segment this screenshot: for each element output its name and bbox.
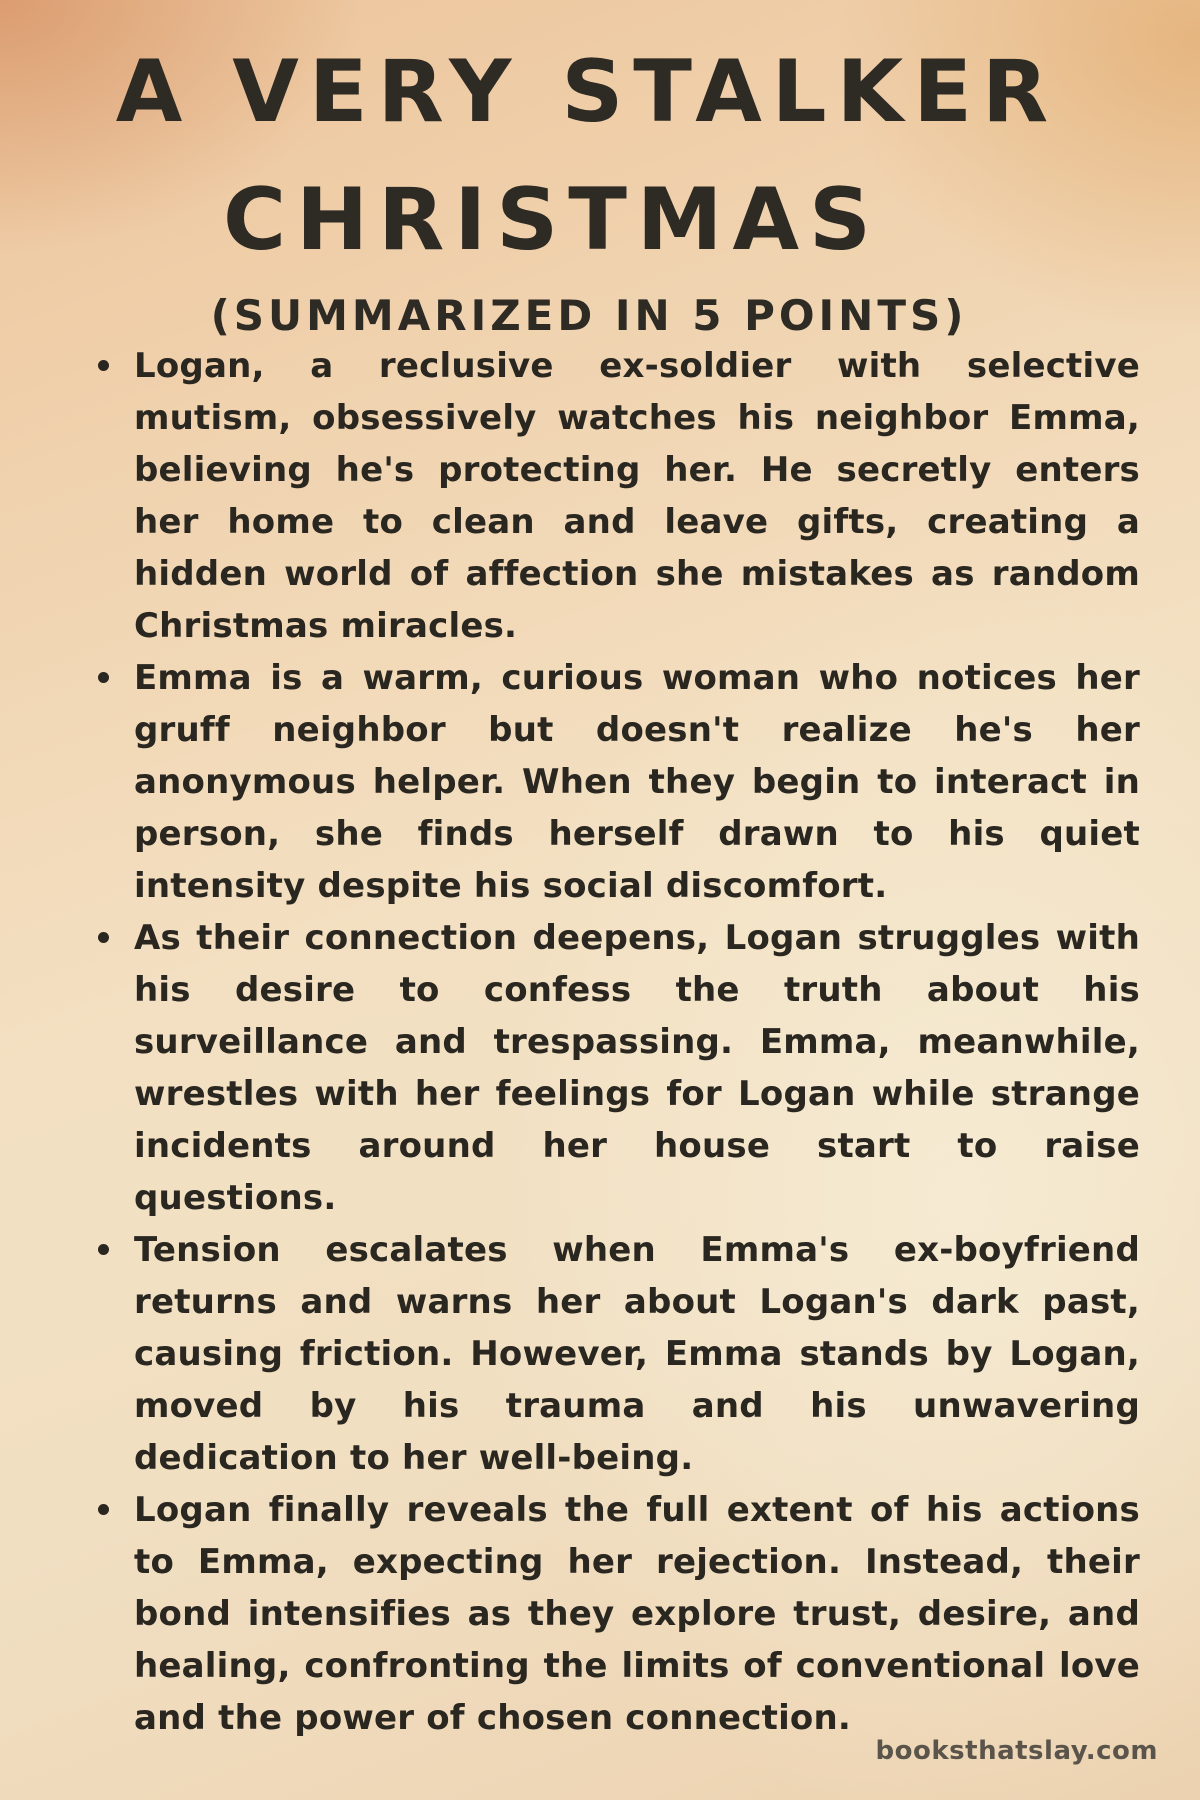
summary-point-text: Tension escalates when Emma's ex-boyfriend returns and warns her about Logan's dark past, causing friction. However, Emma stands by Logan, moved by his trauma and his unwavering dedication to her well-being.	[134, 1230, 1140, 1478]
bullet-icon	[98, 1504, 109, 1515]
title-line-2: CHRISTMAS	[223, 170, 881, 270]
summary-point	[86, 1224, 1140, 1484]
summary-points-list	[86, 340, 1140, 1744]
summary-point-text: As their connection deepens, Logan struggles with his desire to confess the truth about his surveillance and trespassing. Emma, meanwhile, wrestles with her feelings for Logan while strange incidents around her house start to raise questions.	[134, 918, 1140, 1218]
bullet-icon	[98, 360, 109, 371]
subtitle: (SUMMARIZED IN 5 POINTS)	[210, 291, 968, 340]
summary-point	[86, 912, 1140, 1224]
summary-point	[86, 340, 1140, 652]
bullet-icon	[98, 672, 109, 683]
bullet-icon	[98, 1244, 109, 1255]
bullet-icon	[98, 932, 109, 943]
summary-point	[86, 652, 1140, 912]
summary-point-text: Logan finally reveals the full extent of his actions to Emma, expecting her rejection. Instead, their bond intensifies as they explore trust, desire, and healing, confronting the limits of conventional love and the power of chosen connection.	[134, 1490, 1140, 1738]
summary-point-text: Emma is a warm, curious woman who notices her gruff neighbor but doesn't realize he's her anonymous helper. When they begin to interact in person, she finds herself drawn to his quiet intensity despite his social discomfort.	[134, 658, 1140, 906]
summary-point-text: Logan, a reclusive ex-soldier with selective mutism, obsessively watches his neighbor Emma, believing he's protecting her. He secretly enters her home to clean and leave gifts, creating a hidden world of affection she mistakes as random Christmas miracles.	[134, 346, 1140, 646]
title-line-1: A VERY STALKER	[115, 42, 1059, 142]
site-watermark: booksthatslay.com	[875, 1736, 1158, 1766]
summary-point	[86, 1484, 1140, 1744]
